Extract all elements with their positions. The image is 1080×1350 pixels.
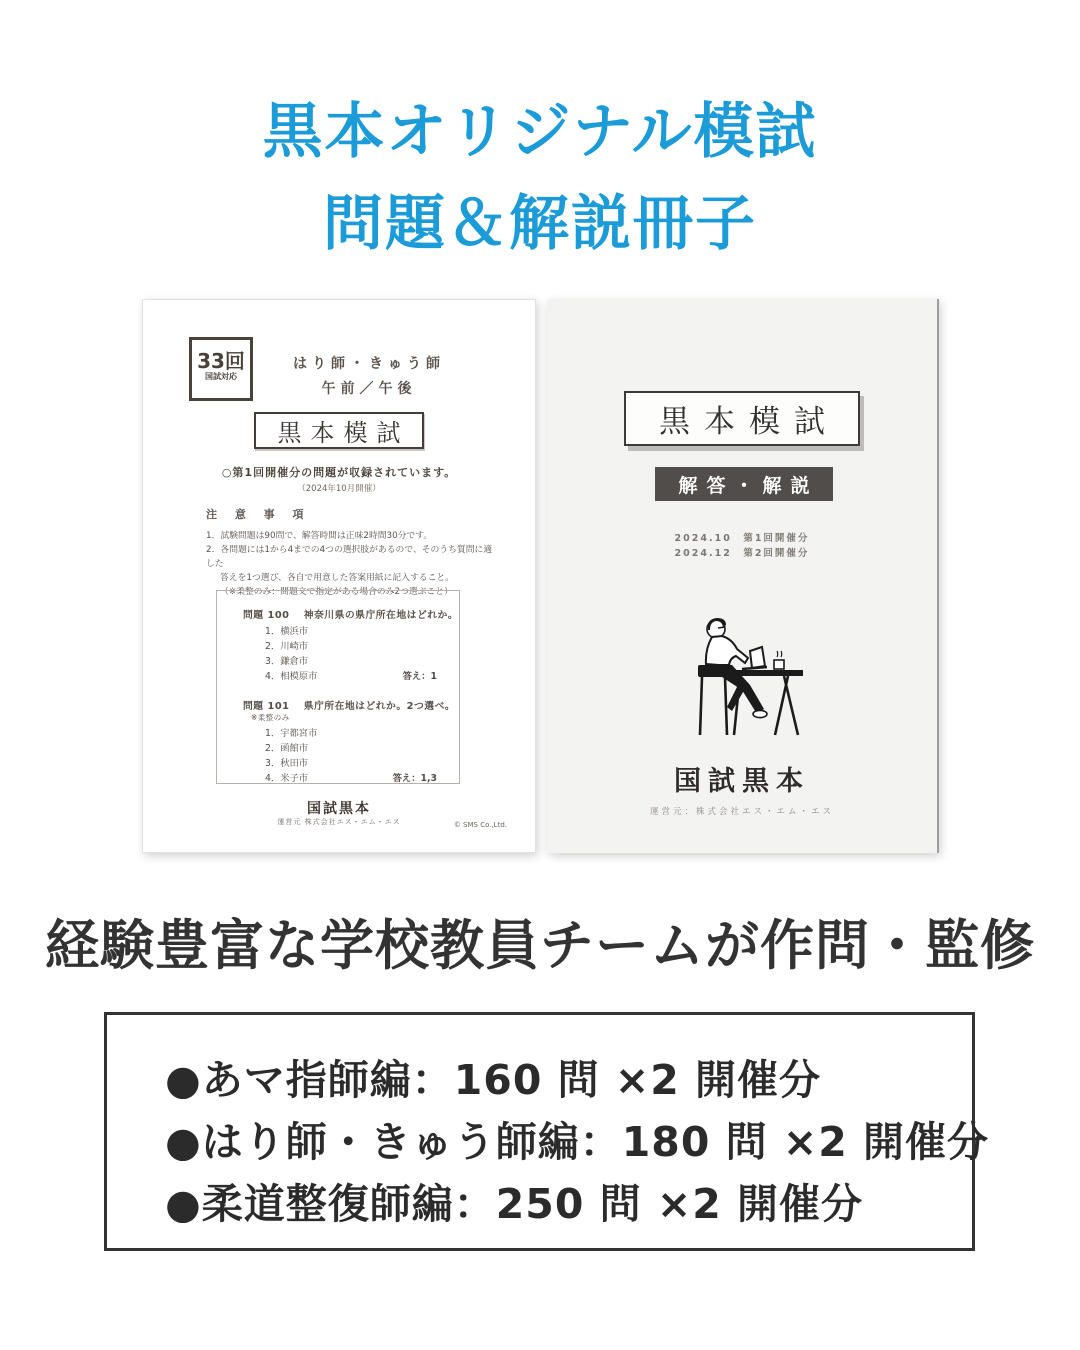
exam-round-number: 33回 bbox=[197, 349, 245, 373]
question-option: 4．米子市 bbox=[265, 773, 309, 784]
exam-round-caption: 国試対応 bbox=[205, 372, 237, 381]
operator-text: 運営元：株式会社エス・エム・エス bbox=[649, 807, 834, 817]
answer-booklet-cover bbox=[547, 299, 939, 853]
cover-lead: ○第1回開催分の問題が収録されています。 bbox=[221, 466, 457, 479]
notice-section bbox=[206, 506, 496, 599]
exam-editions-box bbox=[104, 1012, 990, 1251]
cover-title: 黒本模試 bbox=[277, 419, 410, 447]
person-at-desk-illustration bbox=[687, 607, 807, 737]
question-answer: 答え：1 bbox=[402, 671, 437, 682]
page-title bbox=[0, 86, 1080, 270]
cover-title-box bbox=[624, 391, 860, 446]
question-answer: 答え：1,3 bbox=[392, 773, 437, 784]
question-head bbox=[243, 607, 459, 621]
notice-line: 1．試験問題は90問で、解答時間は正味2時間30分です。 bbox=[206, 531, 433, 541]
session-dates bbox=[547, 531, 937, 561]
question-option-row bbox=[265, 669, 437, 684]
brand-logo-text: 国試黒本 bbox=[674, 766, 810, 797]
question-note: ※柔整のみ bbox=[251, 713, 290, 722]
edition-item: ●柔道整復師編：250 問 ×2 開催分 bbox=[165, 1180, 864, 1228]
edition-item: ●はり師・きゅう師編：180 問 ×2 開催分 bbox=[165, 1118, 990, 1166]
operator-text: 運営元 株式会社エス・エム・エス bbox=[277, 818, 401, 826]
notice-line: 答えを1つ選び、各自で用意した答案用紙に記入すること。 bbox=[220, 573, 454, 583]
page-title-line2: 問題＆解説冊子 bbox=[323, 189, 757, 259]
notice-line: （※柔整のみ：問題文で指定がある場合のみ2つ選ぶこと） bbox=[220, 587, 453, 597]
session-date: 2024.10 第1回開催分 bbox=[674, 533, 810, 544]
copyright-text: © SMS Co.,Ltd. bbox=[453, 821, 507, 829]
question-option: 2．函館市 bbox=[265, 743, 309, 754]
cover-lead-note: （2024年10月開催） bbox=[297, 484, 381, 494]
question-option: 1．横浜市 bbox=[265, 626, 309, 637]
question-option: 2．川崎市 bbox=[265, 641, 309, 652]
cover-title-box bbox=[254, 412, 424, 449]
notice-line: 2．各問題には1から4までの4つの選択肢があるので、そのうち質問に適した bbox=[206, 545, 493, 569]
notice-title: 注 意 事 項 bbox=[206, 508, 311, 521]
sample-questions-box bbox=[216, 590, 460, 784]
question-text: 県庁所在地はどれか。2つ選べ。 bbox=[303, 701, 456, 712]
question-options bbox=[265, 726, 437, 786]
question-head bbox=[243, 698, 459, 723]
question-booklet-cover bbox=[142, 299, 536, 853]
page-title-line1: 黒本オリジナル模試 bbox=[262, 97, 818, 167]
booklet-subject-header bbox=[203, 352, 535, 402]
brand-logo-text: 国試黒本 bbox=[307, 801, 371, 817]
session-date: 2024.12 第2回開催分 bbox=[674, 548, 810, 559]
subject-line: はり師・きゅう師 bbox=[293, 356, 445, 372]
cover-title: 黒本模試 bbox=[659, 404, 839, 440]
session-line: 午前／午後 bbox=[321, 381, 417, 397]
question-option-row bbox=[265, 771, 437, 786]
question-option: 3．秋田市 bbox=[265, 758, 309, 769]
question-option: 3．鎌倉市 bbox=[265, 656, 309, 667]
answer-band bbox=[655, 467, 833, 501]
edition-item: ●あマ指師編：160 問 ×2 開催分 bbox=[165, 1056, 822, 1104]
question-text: 神奈川県の県庁所在地はどれか。 bbox=[303, 610, 459, 621]
sample-question-2 bbox=[243, 698, 459, 786]
question-option: 4．相模原市 bbox=[265, 671, 318, 682]
question-option: 1．宇都宮市 bbox=[265, 728, 318, 739]
question-options bbox=[265, 624, 437, 684]
question-label: 問題 100 bbox=[243, 610, 290, 621]
answer-band-label: 解答・解説 bbox=[678, 474, 819, 497]
feature-heading: 経験豊富な学校教員チームが作問・監修 bbox=[45, 914, 1035, 977]
sample-question-1 bbox=[243, 607, 459, 684]
question-label: 問題 101 bbox=[243, 701, 290, 712]
